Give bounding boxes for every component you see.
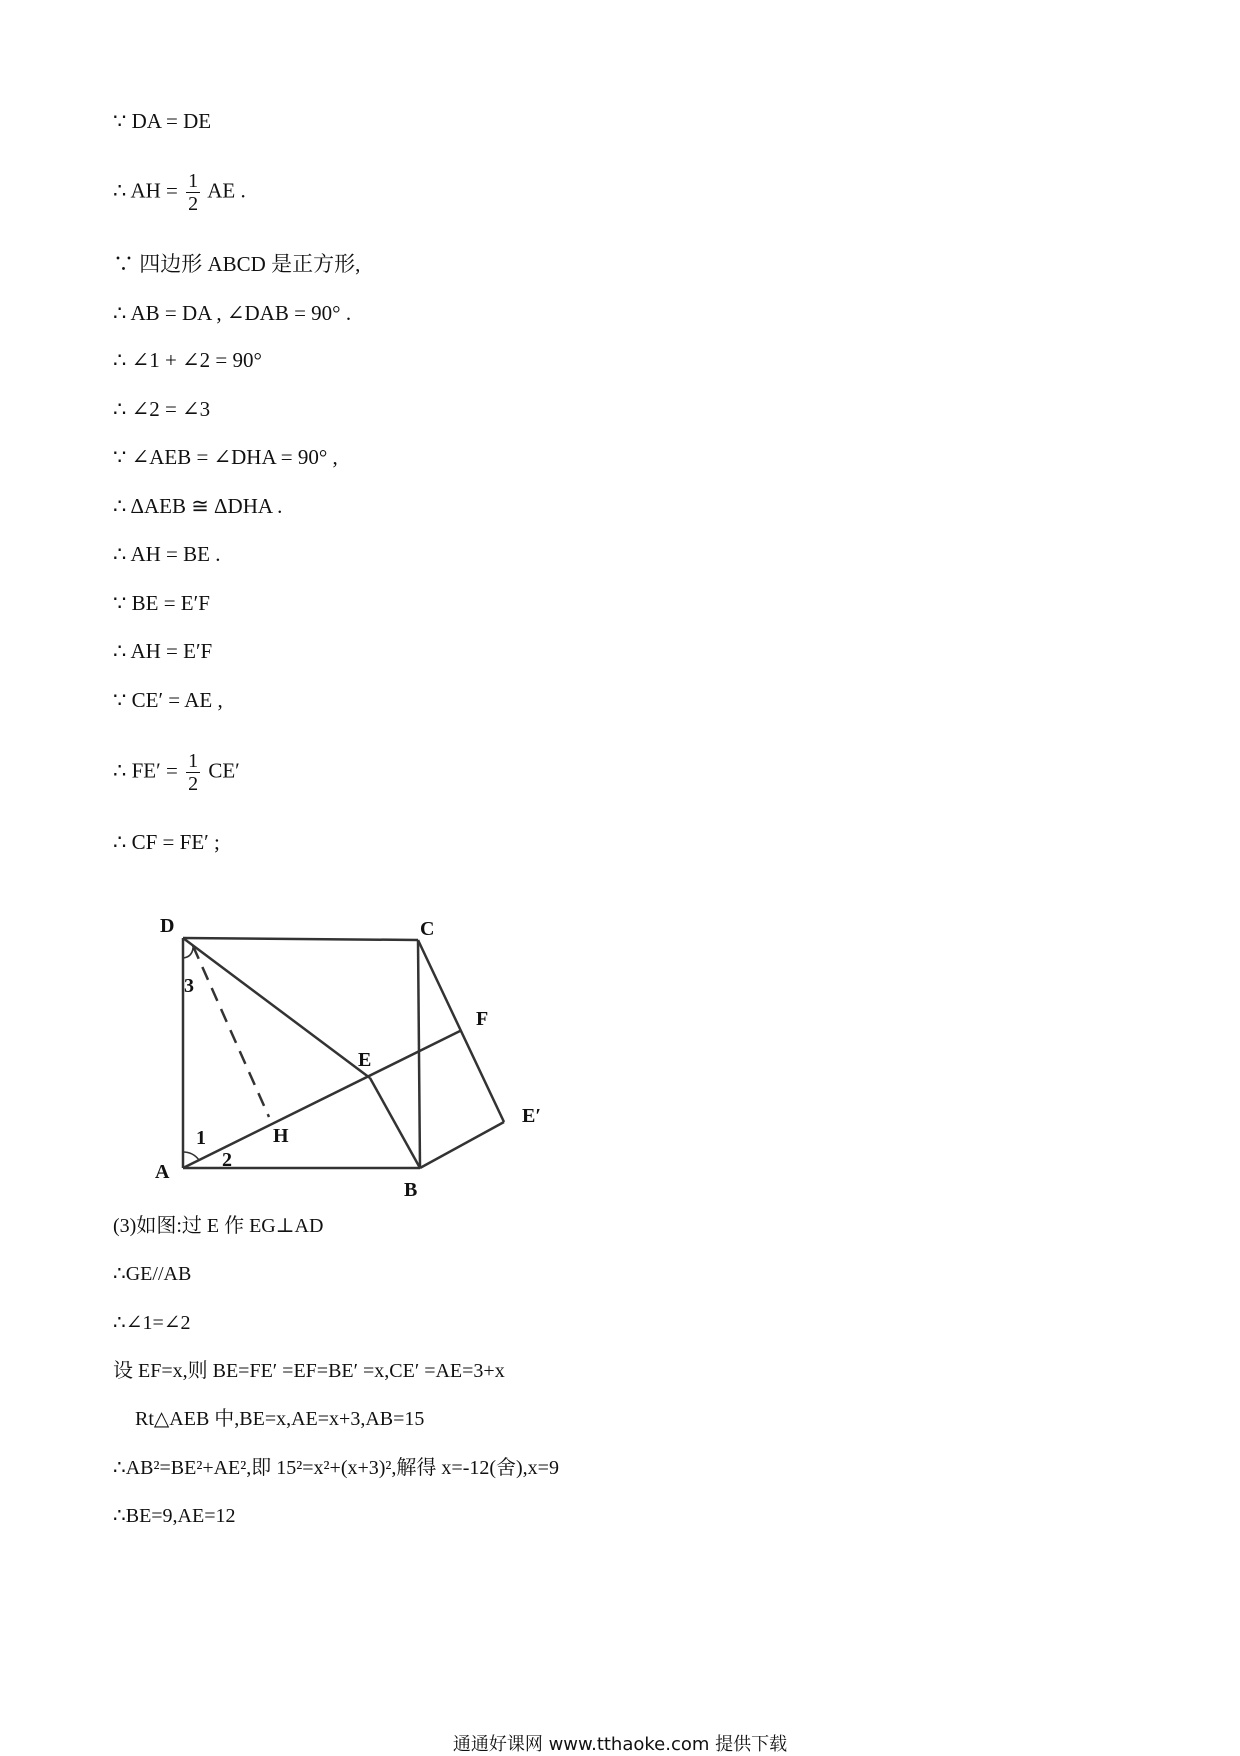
proof-line-14: ∴ CF = FE′ ; <box>113 830 220 854</box>
label-C: C <box>420 918 435 940</box>
fraction-numerator: 1 <box>188 750 199 772</box>
angle-arc-1 <box>183 1152 199 1160</box>
segment-CE-prime <box>418 940 504 1122</box>
label-B: B <box>404 1179 418 1201</box>
segment-DC <box>183 938 418 940</box>
proof-line-11: ∴ AH = E′F <box>113 639 213 663</box>
angle-arc-3 <box>183 948 193 958</box>
label-angle-2: 2 <box>222 1149 232 1171</box>
part3-line-2: ∴GE//AB <box>113 1263 192 1285</box>
proof-line-13-prefix: ∴ FE′ = <box>113 758 184 783</box>
segment-CB <box>418 940 420 1168</box>
proof-line-6: ∴ ∠2 = ∠3 <box>113 397 211 421</box>
part3-line-6: ∴AB²=BE²+AE²,即 15²=x²+(x+3)²,解得 x=-12(舍),x=9 <box>113 1457 559 1479</box>
fraction-denominator: 2 <box>188 773 199 795</box>
segment-DE <box>183 938 370 1078</box>
proof-line-13-suffix: CE′ <box>208 758 240 783</box>
proof-line-3: ∵ 四边形 ABCD 是正方形, <box>113 252 361 276</box>
proof-line-5: ∴ ∠1 + ∠2 = 90° <box>113 348 262 372</box>
part3-line-7: ∴BE=9,AE=12 <box>113 1505 236 1527</box>
page-footer: 通通好课网 www.tthaoke.com 提供下载 <box>452 1734 788 1755</box>
segment-EB <box>370 1078 420 1168</box>
label-F: F <box>476 1008 489 1030</box>
proof-line-12: ∵ CE′ = AE , <box>113 688 223 712</box>
part3-line-4: 设 EF=x,则 BE=FE′ =EF=BE′ =x,CE′ =AE=3+x <box>113 1360 505 1382</box>
proof-line-2-prefix: ∴ AH = <box>113 178 184 203</box>
label-H: H <box>273 1125 289 1147</box>
proof-line-7: ∵ ∠AEB = ∠DHA = 90° , <box>113 445 338 469</box>
label-E: E <box>358 1049 372 1071</box>
part3-line-1: (3)如图:过 E 作 EG⊥AD <box>113 1215 324 1237</box>
proof-line-8: ∴ ΔAEB ≅ ΔDHA . <box>113 494 283 518</box>
segment-DH-dashed <box>193 946 269 1117</box>
proof-line-1: ∵ DA = DE <box>113 109 212 133</box>
label-angle-3: 3 <box>184 975 194 997</box>
part3-line-3: ∴∠1=∠2 <box>113 1312 191 1334</box>
label-E-prime: E′ <box>522 1105 541 1127</box>
segment-BE-prime <box>420 1122 504 1168</box>
part3-line-5: Rt△AEB 中,BE=x,AE=x+3,AB=15 <box>135 1408 425 1430</box>
label-D: D <box>160 915 175 937</box>
label-angle-1: 1 <box>196 1127 206 1149</box>
proof-line-2-suffix: AE . <box>207 178 246 203</box>
fraction-denominator: 2 <box>188 193 199 215</box>
label-A: A <box>155 1161 170 1183</box>
fraction-numerator: 1 <box>188 170 199 192</box>
proof-line-10: ∵ BE = E′F <box>113 591 210 615</box>
proof-line-4: ∴ AB = DA , ∠DAB = 90° . <box>113 301 352 325</box>
proof-line-9: ∴ AH = BE . <box>113 542 221 566</box>
